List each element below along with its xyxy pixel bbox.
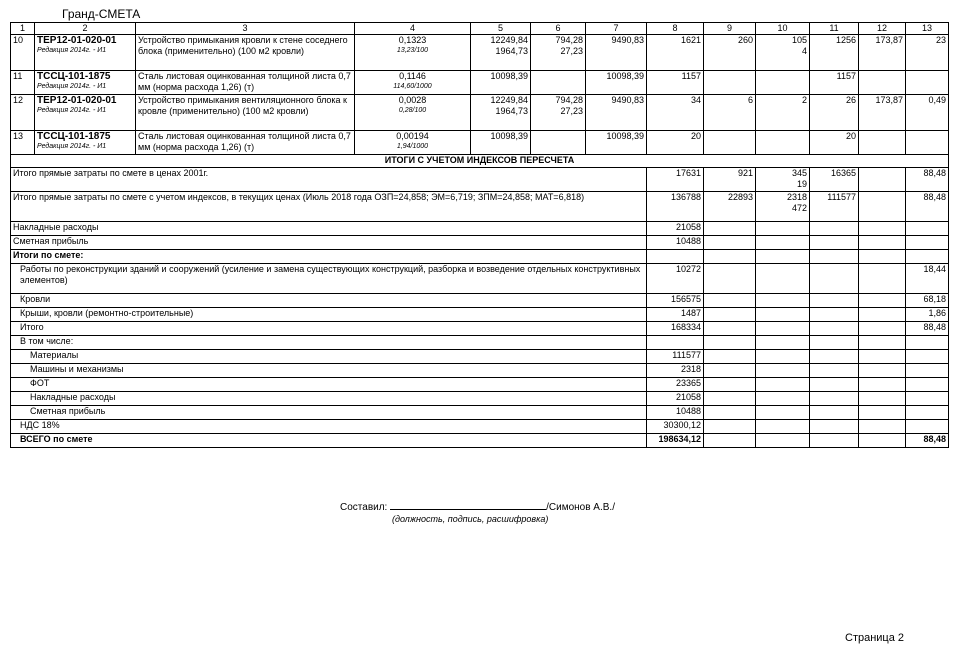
item-unit-price-wages: 1964,73 [495, 46, 528, 56]
item-name: Сталь листовая оцинкованная толщиной листа 0,7 мм (норма расхода 1,26) (т) [136, 71, 355, 95]
item-quantity-calc: 13,23/100 [396, 47, 429, 54]
item-labor-total [906, 131, 949, 155]
summary-machine-cost-wages: 19 [796, 179, 807, 189]
item-machine-price-total: 794,28 [555, 35, 583, 45]
summary-material-cost [810, 364, 859, 378]
summary-total-cost: 136788 [647, 192, 704, 222]
item-quantity: 0,00194 [396, 131, 429, 141]
summary-labor-total [906, 350, 949, 364]
item-code-cell [35, 71, 136, 95]
summary-wages-cost [704, 308, 756, 322]
item-labor-unit [859, 71, 906, 95]
item-quantity-cell [355, 71, 471, 95]
header-cell: 9 [704, 23, 756, 35]
item-unit-price-wages: 1964,73 [495, 106, 528, 116]
item-machine-price [531, 35, 586, 71]
summary-machine-cost [756, 168, 810, 192]
item-machine-price [531, 71, 586, 95]
item-material-price: 9490,83 [586, 35, 647, 71]
summary-labor-total: 18,44 [906, 264, 949, 294]
summary-label: Работы по реконструкции зданий и сооружений (усиление и замена существующих конструкций, разборка и возведение отдельных конструктивных элементов) [11, 264, 647, 294]
summary-row [11, 378, 949, 392]
summary-labor-total: 1,86 [906, 308, 949, 322]
summary-material-cost: 111577 [810, 192, 859, 222]
item-name: Сталь листовая оцинкованная толщиной листа 0,7 мм (норма расхода 1,26) (т) [136, 131, 355, 155]
summary-total-cost: 198634,12 [647, 434, 704, 448]
summary-row [11, 308, 949, 322]
signature-line [340, 500, 615, 513]
item-unit-price [471, 71, 531, 95]
summary-labor-unit [859, 236, 906, 250]
summary-wages-cost: 921 [704, 168, 756, 192]
estimate-item-row [11, 71, 949, 95]
item-code: ТССЦ-101-1875 [37, 71, 111, 82]
summary-material-cost: 16365 [810, 168, 859, 192]
summary-machine-cost-total: 345 [791, 168, 807, 178]
summary-labor-total: 88,48 [906, 434, 949, 448]
item-wages-cost [704, 71, 756, 95]
item-unit-price [471, 95, 531, 131]
column-number-header [11, 23, 949, 35]
item-code: ТССЦ-101-1875 [37, 131, 111, 142]
summary-row [11, 336, 949, 350]
summary-labor-total: 88,48 [906, 168, 949, 192]
summary-labor-total [906, 364, 949, 378]
item-quantity: 0,1146 [399, 71, 426, 81]
item-labor-total: 0,49 [906, 95, 949, 131]
item-quantity-calc: 114,60/1000 [393, 83, 432, 90]
summary-total-cost: 17631 [647, 168, 704, 192]
item-code: ТЕР12-01-020-01 [37, 35, 117, 46]
header-cell: 8 [647, 23, 704, 35]
item-quantity-calc: 0,28/100 [398, 107, 427, 114]
summary-labor-unit [859, 378, 906, 392]
summary-row [11, 364, 949, 378]
summary-machine-cost [756, 336, 810, 350]
summary-wages-cost [704, 294, 756, 308]
item-quantity-cell [355, 131, 471, 155]
summary-labor-total [906, 392, 949, 406]
summary-total-cost: 23365 [647, 378, 704, 392]
summary-material-cost [810, 336, 859, 350]
item-machine-price-wages: 27,23 [560, 106, 583, 116]
summary-material-cost [810, 222, 859, 236]
summary-wages-cost [704, 378, 756, 392]
item-total-cost: 34 [647, 95, 704, 131]
item-material-cost: 1157 [810, 71, 859, 95]
item-machine-cost-wages: 4 [801, 46, 807, 56]
summary-wages-cost [704, 222, 756, 236]
item-material-cost: 26 [810, 95, 859, 131]
header-cell: 2 [35, 23, 136, 35]
summary-row [11, 192, 949, 222]
header-cell: 4 [355, 23, 471, 35]
signature-blank [390, 500, 546, 510]
summary-label: НДС 18% [11, 420, 647, 434]
summary-labor-unit [859, 264, 906, 294]
item-position: 11 [11, 71, 35, 95]
summary-labor-unit [859, 308, 906, 322]
estimate-table [10, 22, 949, 448]
summary-row [11, 168, 949, 192]
summary-labor-unit [859, 420, 906, 434]
item-code-edition: Редакция 2014г. - И1 [37, 83, 107, 90]
summary-label: Итого [11, 322, 647, 336]
summary-material-cost [810, 378, 859, 392]
summary-material-cost [810, 322, 859, 336]
summary-total-cost: 156575 [647, 294, 704, 308]
summary-wages-cost [704, 406, 756, 420]
header-cell: 12 [859, 23, 906, 35]
summary-row [11, 392, 949, 406]
summary-machine-cost [756, 420, 810, 434]
item-labor-unit: 173,87 [859, 95, 906, 131]
summary-total-cost [647, 336, 704, 350]
summary-row [11, 222, 949, 236]
item-machine-cost [756, 95, 810, 131]
summary-row [11, 294, 949, 308]
summary-material-cost [810, 294, 859, 308]
summary-wages-cost [704, 434, 756, 448]
summary-row [11, 420, 949, 434]
header-cell: 11 [810, 23, 859, 35]
summary-material-cost [810, 308, 859, 322]
summary-machine-cost-wages: 472 [791, 203, 807, 213]
summary-machine-cost [756, 378, 810, 392]
summary-machine-cost [756, 236, 810, 250]
summary-total-cost: 1487 [647, 308, 704, 322]
summary-wages-cost [704, 336, 756, 350]
item-code: ТЕР12-01-020-01 [37, 95, 117, 106]
item-wages-cost [704, 131, 756, 155]
summary-labor-total [906, 406, 949, 420]
summary-material-cost [810, 264, 859, 294]
summary-wages-cost [704, 236, 756, 250]
item-unit-price-total: 10098,39 [490, 131, 528, 141]
summary-machine-cost [756, 222, 810, 236]
summary-machine-cost [756, 192, 810, 222]
summary-row [11, 250, 949, 264]
summary-labor-unit [859, 192, 906, 222]
summary-machine-cost [756, 264, 810, 294]
item-machine-cost [756, 71, 810, 95]
summary-total-cost: 21058 [647, 222, 704, 236]
header-cell: 6 [531, 23, 586, 35]
summary-label: Итого прямые затраты по смете с учетом индексов, в текущих ценах (Июль 2018 года ОЗП=24,858; ЭМ=6,719; ЗПМ=24,858; МАТ=6,818) [11, 192, 647, 222]
item-position: 13 [11, 131, 35, 155]
summary-machine-cost [756, 434, 810, 448]
item-machine-price-wages: 27,23 [560, 46, 583, 56]
item-wages-cost: 260 [704, 35, 756, 71]
summary-wages-cost [704, 350, 756, 364]
summary-labor-total [906, 250, 949, 264]
summary-labor-total [906, 222, 949, 236]
item-material-price: 10098,39 [586, 131, 647, 155]
item-code-edition: Редакция 2014г. - И1 [37, 107, 107, 114]
summary-labor-unit [859, 434, 906, 448]
summary-machine-cost [756, 350, 810, 364]
summary-wages-cost [704, 264, 756, 294]
item-unit-price-total: 12249,84 [490, 95, 528, 105]
item-code-edition: Редакция 2014г. - И1 [37, 143, 107, 150]
summary-labor-unit [859, 250, 906, 264]
summary-total-cost: 21058 [647, 392, 704, 406]
section-title: ИТОГИ С УЧЕТОМ ИНДЕКСОВ ПЕРЕСЧЕТА [11, 155, 949, 168]
item-labor-total: 23 [906, 35, 949, 71]
header-cell: 7 [586, 23, 647, 35]
summary-labor-unit [859, 222, 906, 236]
summary-label: Накладные расходы [11, 222, 647, 236]
header-cell: 10 [756, 23, 810, 35]
item-name: Устройство примыкания вентиляционного блока к кровле (применительно) (100 м2 кровли) [136, 95, 355, 131]
summary-material-cost [810, 236, 859, 250]
item-total-cost: 1621 [647, 35, 704, 71]
summary-total-cost: 30300,12 [647, 420, 704, 434]
summary-row [11, 434, 949, 448]
summary-row [11, 350, 949, 364]
summary-labor-unit [859, 294, 906, 308]
summary-labor-unit [859, 350, 906, 364]
summary-labor-total [906, 378, 949, 392]
item-material-price: 10098,39 [586, 71, 647, 95]
item-machine-price [531, 95, 586, 131]
item-quantity: 0,0028 [398, 95, 427, 105]
summary-label: Итого прямые затраты по смете в ценах 2001г. [11, 168, 647, 192]
summary-wages-cost: 22893 [704, 192, 756, 222]
summary-labor-total: 68,18 [906, 294, 949, 308]
item-unit-price [471, 131, 531, 155]
summary-labor-unit [859, 322, 906, 336]
app-title: Гранд-СМЕТА [62, 7, 141, 21]
section-title-row [11, 155, 949, 168]
summary-labor-unit [859, 392, 906, 406]
summary-material-cost [810, 420, 859, 434]
summary-total-cost: 10488 [647, 236, 704, 250]
summary-total-cost: 10272 [647, 264, 704, 294]
item-labor-unit [859, 131, 906, 155]
summary-labor-total [906, 420, 949, 434]
item-material-cost: 20 [810, 131, 859, 155]
summary-machine-cost-total: 2318 [786, 192, 807, 202]
summary-label: ФОТ [11, 378, 647, 392]
item-machine-cost [756, 131, 810, 155]
summary-label: Итоги по смете: [11, 250, 647, 264]
item-unit-price [471, 35, 531, 71]
item-unit-price-total: 12249,84 [490, 35, 528, 45]
item-quantity-calc: 1,94/1000 [396, 143, 429, 150]
header-cell: 5 [471, 23, 531, 35]
item-position: 12 [11, 95, 35, 131]
summary-label: Сметная прибыль [11, 406, 647, 420]
item-quantity-cell [355, 95, 471, 131]
item-code-cell [35, 35, 136, 71]
summary-label: Накладные расходы [11, 392, 647, 406]
item-unit-price-total: 10098,39 [490, 71, 528, 81]
estimate-item-row [11, 131, 949, 155]
summary-labor-unit [859, 336, 906, 350]
summary-total-cost: 111577 [647, 350, 704, 364]
summary-label: ВСЕГО по смете [11, 434, 647, 448]
summary-total-cost: 2318 [647, 364, 704, 378]
summary-total-cost: 10488 [647, 406, 704, 420]
summary-row [11, 236, 949, 250]
header-cell: 1 [11, 23, 35, 35]
header-cell: 3 [136, 23, 355, 35]
item-labor-total [906, 71, 949, 95]
item-wages-cost: 6 [704, 95, 756, 131]
item-quantity: 0,1323 [398, 35, 427, 45]
summary-wages-cost [704, 420, 756, 434]
summary-material-cost [810, 250, 859, 264]
summary-total-cost: 168334 [647, 322, 704, 336]
summary-total-cost [647, 250, 704, 264]
summary-labor-total [906, 336, 949, 350]
summary-machine-cost [756, 406, 810, 420]
item-machine-price-total: 794,28 [555, 95, 583, 105]
summary-label: В том числе: [11, 336, 647, 350]
summary-wages-cost [704, 250, 756, 264]
summary-material-cost [810, 406, 859, 420]
item-total-cost: 20 [647, 131, 704, 155]
item-code-edition: Редакция 2014г. - И1 [37, 47, 107, 54]
item-quantity-cell [355, 35, 471, 71]
page-number: Страница 2 [845, 632, 905, 644]
summary-row [11, 322, 949, 336]
summary-wages-cost [704, 364, 756, 378]
summary-material-cost [810, 392, 859, 406]
summary-labor-unit [859, 406, 906, 420]
item-material-cost: 1256 [810, 35, 859, 71]
item-position: 10 [11, 35, 35, 71]
item-code-cell [35, 131, 136, 155]
summary-labor-total: 88,48 [906, 192, 949, 222]
summary-label: Материалы [11, 350, 647, 364]
summary-labor-unit [859, 364, 906, 378]
summary-wages-cost [704, 392, 756, 406]
summary-machine-cost [756, 322, 810, 336]
estimate-item-row [11, 95, 949, 131]
item-machine-price [531, 131, 586, 155]
summary-labor-total [906, 236, 949, 250]
summary-machine-cost [756, 392, 810, 406]
summary-label: Сметная прибыль [11, 236, 647, 250]
header-cell: 13 [906, 23, 949, 35]
signature-name: /Симонов А.В./ [546, 502, 615, 513]
item-code-cell [35, 95, 136, 131]
item-machine-cost [756, 35, 810, 71]
signature-note: (должность, подпись, расшифровка) [392, 514, 549, 524]
summary-labor-unit [859, 168, 906, 192]
summary-machine-cost [756, 308, 810, 322]
item-labor-unit: 173,87 [859, 35, 906, 71]
estimate-item-row [11, 35, 949, 71]
summary-labor-total: 88,48 [906, 322, 949, 336]
item-material-price: 9490,83 [586, 95, 647, 131]
summary-label: Кровли [11, 294, 647, 308]
summary-material-cost [810, 350, 859, 364]
summary-machine-cost [756, 294, 810, 308]
summary-material-cost [810, 434, 859, 448]
summary-row [11, 264, 949, 294]
summary-row [11, 406, 949, 420]
item-machine-cost-total: 105 [791, 35, 807, 45]
summary-machine-cost [756, 250, 810, 264]
summary-wages-cost [704, 322, 756, 336]
signature-label: Составил: [340, 502, 388, 513]
item-total-cost: 1157 [647, 71, 704, 95]
item-machine-cost-total: 2 [801, 95, 807, 105]
summary-label: Крыши, кровли (ремонтно-строительные) [11, 308, 647, 322]
summary-machine-cost [756, 364, 810, 378]
summary-label: Машины и механизмы [11, 364, 647, 378]
item-name: Устройство примыкания кровли к стене соседнего блока (применительно) (100 м2 кровли) [136, 35, 355, 71]
